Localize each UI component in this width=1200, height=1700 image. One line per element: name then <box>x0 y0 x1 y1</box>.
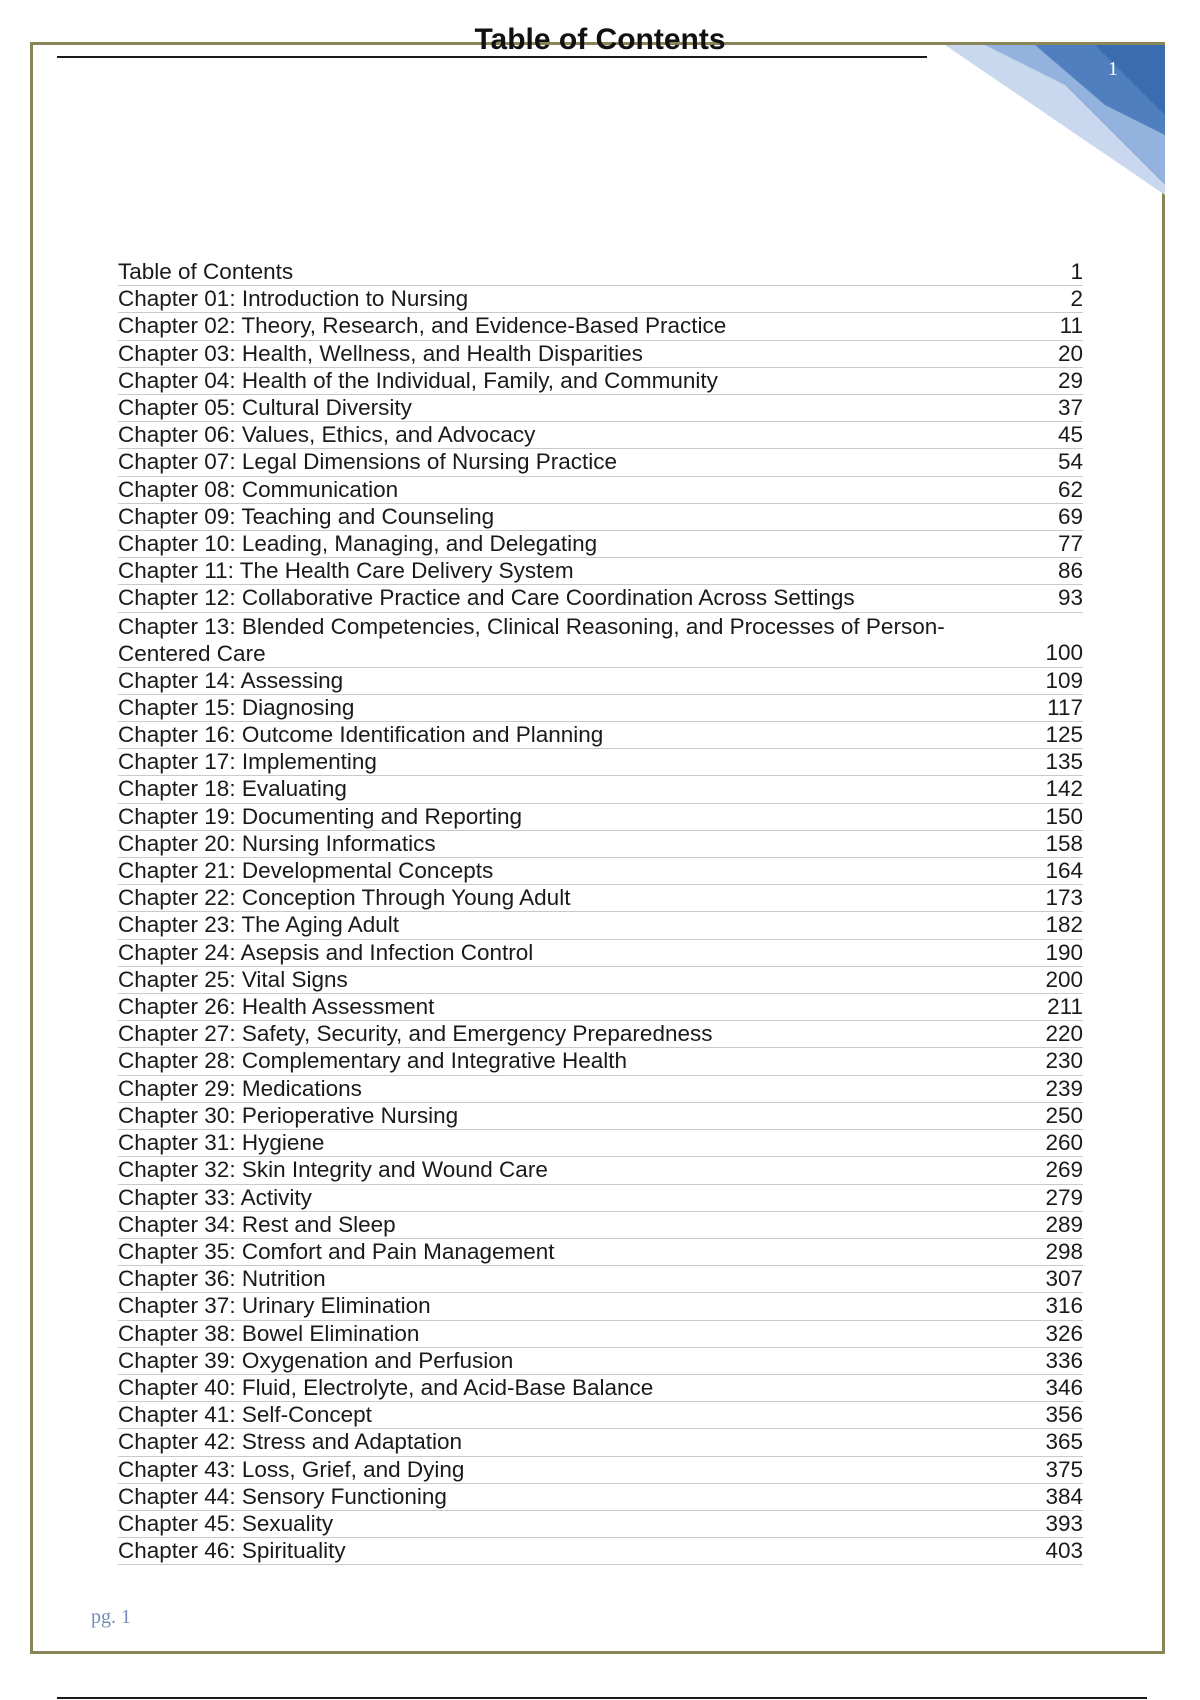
toc-entry[interactable] <box>118 1293 1083 1320</box>
toc-entry[interactable] <box>118 722 1083 749</box>
toc-entry-page: 158 <box>1045 830 1083 856</box>
toc-entry-title: Chapter 31: Hygiene <box>118 1130 325 1156</box>
bottom-rule <box>57 1697 1147 1699</box>
toc-entry-page: 279 <box>1045 1184 1083 1210</box>
toc-entry[interactable] <box>118 1321 1083 1348</box>
toc-entry-page: 316 <box>1045 1293 1083 1319</box>
toc-entry-page: 346 <box>1045 1374 1083 1400</box>
toc-entry-page: 375 <box>1045 1456 1083 1482</box>
toc-entry[interactable] <box>118 1266 1083 1293</box>
toc-entry-page: 307 <box>1045 1266 1083 1292</box>
toc-entry-title: Chapter 40: Fluid, Electrolyte, and Acid-Base Balance <box>118 1374 654 1400</box>
toc-entry-title: Chapter 17: Implementing <box>118 749 377 775</box>
toc-entry-page: 29 <box>1057 367 1083 393</box>
toc-entry-title: Chapter 14: Assessing <box>118 667 344 693</box>
toc-entry-title: Chapter 41: Self-Concept <box>118 1402 372 1428</box>
toc-entry-page: 164 <box>1045 858 1083 884</box>
toc-entry-title: Chapter 13: Blended Competencies, Clinical Reasoning, and Processes of Person-Centered Care <box>118 613 945 666</box>
toc-entry-title: Chapter 34: Rest and Sleep <box>118 1211 396 1237</box>
toc-entry[interactable] <box>118 1457 1083 1484</box>
toc-entry[interactable] <box>118 1429 1083 1456</box>
toc-entry[interactable] <box>118 531 1083 558</box>
toc-entry-title: Chapter 44: Sensory Functioning <box>118 1483 447 1509</box>
toc-entry[interactable] <box>118 885 1083 912</box>
toc-entry[interactable] <box>118 558 1083 585</box>
toc-entry[interactable] <box>118 668 1083 695</box>
toc-entry[interactable] <box>118 477 1083 504</box>
toc-entry[interactable] <box>118 1484 1083 1511</box>
toc-entry-title: Chapter 35: Comfort and Pain Management <box>118 1238 555 1264</box>
toc-entry[interactable] <box>118 395 1083 422</box>
toc-entry-page: 220 <box>1045 1021 1083 1047</box>
toc-entry-page: 54 <box>1057 449 1083 475</box>
toc-entry-title: Chapter 05: Cultural Diversity <box>118 395 412 421</box>
toc-entry-title: Chapter 46: Spirituality <box>118 1538 346 1564</box>
toc-entry-page: 2 <box>1070 286 1083 312</box>
toc-entry-title: Chapter 12: Collaborative Practice and Care Coordination Across Settings <box>118 585 855 611</box>
toc-entry[interactable] <box>118 994 1083 1021</box>
toc-entry[interactable] <box>118 1185 1083 1212</box>
toc-entry[interactable] <box>118 1375 1083 1402</box>
toc-entry-page: 135 <box>1045 749 1083 775</box>
toc-entry-title: Chapter 25: Vital Signs <box>118 966 348 992</box>
toc-entry-page: 20 <box>1057 340 1083 366</box>
toc-entry[interactable] <box>118 313 1083 340</box>
toc-entry-page: 86 <box>1057 558 1083 584</box>
toc-entry-title: Chapter 18: Evaluating <box>118 776 347 802</box>
toc-entry-page: 45 <box>1057 422 1083 448</box>
toc-entry-title: Chapter 02: Theory, Research, and Evidence-Based Practice <box>118 313 727 339</box>
toc-entry-title: Chapter 23: The Aging Adult <box>118 912 400 938</box>
toc-entry-title: Chapter 24: Asepsis and Infection Control <box>118 939 534 965</box>
toc-entry[interactable] <box>118 449 1083 476</box>
toc-entry[interactable] <box>118 341 1083 368</box>
toc-entry-page: 173 <box>1045 885 1083 911</box>
toc-list <box>118 259 1083 1565</box>
toc-entry-page: 117 <box>1047 694 1083 720</box>
toc-entry-page: 230 <box>1045 1048 1083 1074</box>
toc-entry[interactable] <box>118 831 1083 858</box>
toc-entry[interactable] <box>118 1239 1083 1266</box>
toc-entry-title: Chapter 38: Bowel Elimination <box>118 1320 420 1346</box>
toc-entry-page: 37 <box>1057 395 1083 421</box>
toc-entry-title: Chapter 45: Sexuality <box>118 1510 334 1536</box>
toc-entry[interactable] <box>118 1103 1083 1130</box>
toc-entry-title: Chapter 37: Urinary Elimination <box>118 1293 431 1319</box>
toc-entry-page: 211 <box>1047 994 1083 1020</box>
toc-entry-title: Table of Contents <box>118 259 294 284</box>
toc-entry-title: Chapter 36: Nutrition <box>118 1266 326 1292</box>
toc-entry-page: 77 <box>1057 531 1083 557</box>
toc-entry[interactable] <box>118 585 1083 612</box>
toc-entry[interactable] <box>118 1021 1083 1048</box>
toc-entry-page: 393 <box>1045 1510 1083 1536</box>
toc-entry-page: 250 <box>1045 1102 1083 1128</box>
toc-entry[interactable] <box>118 1157 1083 1184</box>
toc-entry[interactable] <box>118 1538 1083 1565</box>
toc-entry-title: Chapter 03: Health, Wellness, and Health Disparities <box>118 340 643 366</box>
toc-entry-page: 326 <box>1045 1320 1083 1346</box>
toc-entry[interactable] <box>118 422 1083 449</box>
toc-entry-page: 200 <box>1045 966 1083 992</box>
toc-entry-title: Chapter 09: Teaching and Counseling <box>118 503 495 529</box>
toc-entry-page: 298 <box>1045 1238 1083 1264</box>
toc-entry[interactable] <box>118 1212 1083 1239</box>
page-title: Table of Contents <box>474 23 726 56</box>
toc-entry[interactable] <box>118 912 1083 939</box>
toc-entry[interactable] <box>118 259 1083 286</box>
toc-entry-title: Chapter 16: Outcome Identification and Planning <box>118 722 604 748</box>
toc-entry-title: Chapter 33: Activity <box>118 1184 312 1210</box>
toc-entry-page: 11 <box>1059 313 1083 339</box>
toc-entry[interactable] <box>118 1076 1083 1103</box>
toc-entry-page: 125 <box>1045 722 1083 748</box>
toc-entry[interactable] <box>118 368 1083 395</box>
toc-entry-page: 1 <box>1070 259 1083 284</box>
toc-entry-title: Chapter 06: Values, Ethics, and Advocacy <box>118 422 536 448</box>
toc-entry-title: Chapter 08: Communication <box>118 476 399 502</box>
toc-entry-title: Chapter 01: Introduction to Nursing <box>118 286 469 312</box>
toc-entry[interactable] <box>118 776 1083 803</box>
toc-entry-page: 100 <box>1045 640 1083 666</box>
toc-entry-page: 150 <box>1045 803 1083 829</box>
toc-entry-title: Chapter 30: Perioperative Nursing <box>118 1102 459 1128</box>
toc-entry[interactable] <box>118 613 1083 668</box>
toc-entry-title: Chapter 32: Skin Integrity and Wound Care <box>118 1157 548 1183</box>
toc-entry-title: Chapter 39: Oxygenation and Perfusion <box>118 1347 514 1373</box>
toc-entry[interactable] <box>118 858 1083 885</box>
corner-decoration <box>945 45 1165 195</box>
toc-entry-title: Chapter 29: Medications <box>118 1075 362 1101</box>
toc-entry-title: Chapter 27: Safety, Security, and Emergency Preparedness <box>118 1021 713 1047</box>
toc-entry-title: Chapter 15: Diagnosing <box>118 694 355 720</box>
toc-entry[interactable] <box>118 1130 1083 1157</box>
toc-entry-page: 269 <box>1045 1157 1083 1183</box>
footer-page-label: pg. 1 <box>91 1606 131 1628</box>
toc-entry[interactable] <box>118 504 1083 531</box>
toc-entry-page: 182 <box>1045 912 1083 938</box>
toc-entry[interactable] <box>118 967 1083 994</box>
toc-entry-title: Chapter 19: Documenting and Reporting <box>118 803 523 829</box>
toc-entry-title: Chapter 20: Nursing Informatics <box>118 830 436 856</box>
toc-entry-page: 289 <box>1045 1211 1083 1237</box>
toc-entry[interactable] <box>118 804 1083 831</box>
toc-entry-page: 69 <box>1057 503 1083 529</box>
toc-entry-title: Chapter 26: Health Assessment <box>118 994 435 1020</box>
toc-entry[interactable] <box>118 940 1083 967</box>
toc-entry-page: 356 <box>1045 1402 1083 1428</box>
toc-entry[interactable] <box>118 749 1083 776</box>
toc-entry-page: 62 <box>1057 476 1083 502</box>
toc-entry-page: 190 <box>1045 939 1083 965</box>
toc-entry-page: 365 <box>1045 1429 1083 1455</box>
toc-entry-title: Chapter 28: Complementary and Integrative Health <box>118 1048 628 1074</box>
toc-entry-page: 109 <box>1045 667 1083 693</box>
toc-entry-page: 260 <box>1045 1130 1083 1156</box>
toc-entry-page: 336 <box>1045 1347 1083 1373</box>
toc-entry-title: Chapter 07: Legal Dimensions of Nursing Practice <box>118 449 617 475</box>
toc-entry-page: 384 <box>1045 1483 1083 1509</box>
toc-entry-page: 239 <box>1045 1075 1083 1101</box>
toc-entry-title: Chapter 11: The Health Care Delivery System <box>118 558 574 584</box>
corner-page-number: 1 <box>1108 58 1118 80</box>
toc-entry-title: Chapter 10: Leading, Managing, and Delegating <box>118 531 598 557</box>
toc-entry[interactable] <box>118 1402 1083 1429</box>
toc-entry-title: Chapter 04: Health of the Individual, Family, and Community <box>118 367 718 393</box>
toc-entry-page: 142 <box>1045 776 1083 802</box>
toc-entry[interactable] <box>118 1048 1083 1075</box>
toc-entry-page: 403 <box>1045 1538 1083 1564</box>
toc-entry-title: Chapter 42: Stress and Adaptation <box>118 1429 462 1455</box>
toc-entry-title: Chapter 22: Conception Through Young Adult <box>118 885 571 911</box>
toc-entry[interactable] <box>118 1511 1083 1538</box>
toc-entry-page: 93 <box>1057 585 1083 611</box>
toc-entry-title: Chapter 43: Loss, Grief, and Dying <box>118 1456 465 1482</box>
toc-entry[interactable] <box>118 695 1083 722</box>
toc-entry-title: Chapter 21: Developmental Concepts <box>118 858 494 884</box>
toc-entry[interactable] <box>118 1348 1083 1375</box>
toc-entry[interactable] <box>118 286 1083 313</box>
